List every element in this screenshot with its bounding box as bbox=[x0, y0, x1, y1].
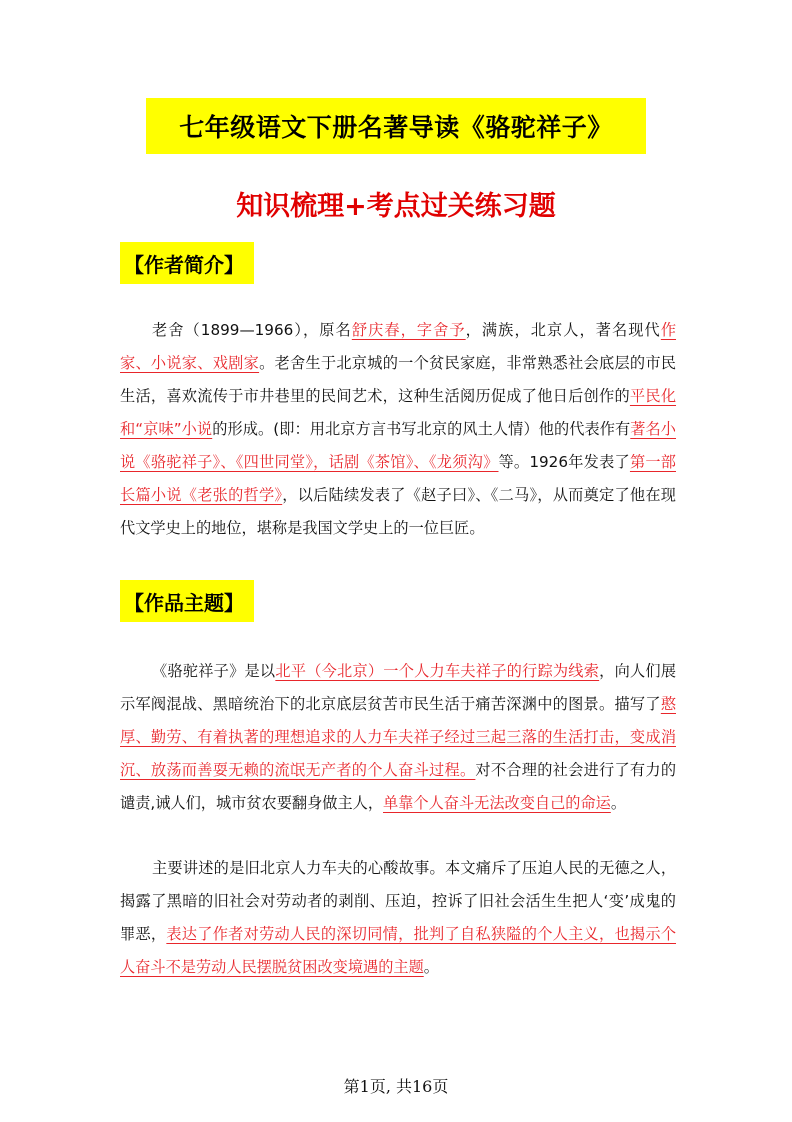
body-text: 的形成。(即：用北京方言书写北京的风土人情）他的代表作有 bbox=[212, 420, 631, 438]
emphasis-text: 作家、小说家、戏剧家 bbox=[120, 321, 677, 372]
title-highlight-box bbox=[146, 98, 646, 154]
document-title: 七年级语文下册名著导读《骆驼祥子》 bbox=[179, 113, 613, 142]
body-text: 老舍（1899—1966），原名 bbox=[152, 321, 352, 339]
document-subtitle: 知识梳理+考点过关练习题 bbox=[236, 191, 556, 222]
section-heading-author: 【作者简介】 bbox=[120, 242, 254, 284]
section-heading-theme: 【作品主题】 bbox=[120, 580, 254, 622]
body-text: ，向人们展示军阀混战、黑暗统治下的北京底层贫苦市民生活于痛苦深渊中的图景。描写了 bbox=[120, 662, 677, 713]
body-text: ，以后陆续发表了《赵子曰》、《二马》，从而奠定了他在现代文学史上的地位，堪称是我国文学史上的一位巨匠。 bbox=[120, 486, 676, 537]
theme-paragraph-2 bbox=[120, 852, 676, 984]
emphasis-text: 平民化和“京味”小说 bbox=[120, 387, 677, 438]
body-text: 。老舍生于北京城的一个贫民家庭，非常熟悉社会底层的市民生活，喜欢流传于市井巷里的民间艺术，这种生活阅历促成了他日后创作的 bbox=[120, 354, 677, 405]
emphasis-text: 舒庆春，字舍予 bbox=[351, 321, 466, 339]
emphasis-text: 表达了作者对劳动人民的深切同情，批判了自私狭隘的个人主义，也揭示个人奋斗不是劳动人民摆脱贫困改变境遇的主题 bbox=[120, 925, 677, 976]
author-paragraph bbox=[120, 314, 676, 545]
body-text: ，满族，北京人，著名现代 bbox=[465, 321, 661, 339]
body-text: 主要讲述的是旧北京人力车夫的心酸故事。本文痛斥了压迫人民的无德之人，揭露了黑暗的旧社会对劳动者的剥削、压迫，控诉了旧社会活生生把人‘变’成鬼的罪恶， bbox=[120, 859, 676, 943]
emphasis-text: 憨厚、勤劳、有着执著的理想追求的人力车夫祥子经过三起三落的生活打击，变成消沉、放荡而善耍无赖的流氓无产者的个人奋斗过程。 bbox=[120, 695, 676, 779]
emphasis-text: 单靠个人奋斗无法改变自己的命运 bbox=[383, 794, 611, 812]
body-text: 。 bbox=[610, 794, 627, 812]
page-footer: 第1页, 共16页 bbox=[343, 1077, 449, 1096]
body-text: 对不合理的社会进行了有力的谴责,诫人们，城市贫农要翻身做主人， bbox=[120, 761, 677, 812]
theme-paragraph-1 bbox=[120, 655, 676, 820]
body-text: 《骆驼祥子》是以 bbox=[152, 662, 276, 680]
body-text: 。 bbox=[423, 958, 439, 976]
emphasis-text: 北平（今北京）一个人力车夫祥子的行踪为线索 bbox=[275, 662, 600, 680]
body-text: 等。1926年发表了 bbox=[498, 453, 630, 471]
emphasis-text: 第一部长篇小说《老张的哲学》 bbox=[120, 453, 676, 504]
emphasis-text: 著名小说《骆驼祥子》、《四世同堂》，话剧《茶馆》、《龙须沟》 bbox=[120, 420, 676, 471]
